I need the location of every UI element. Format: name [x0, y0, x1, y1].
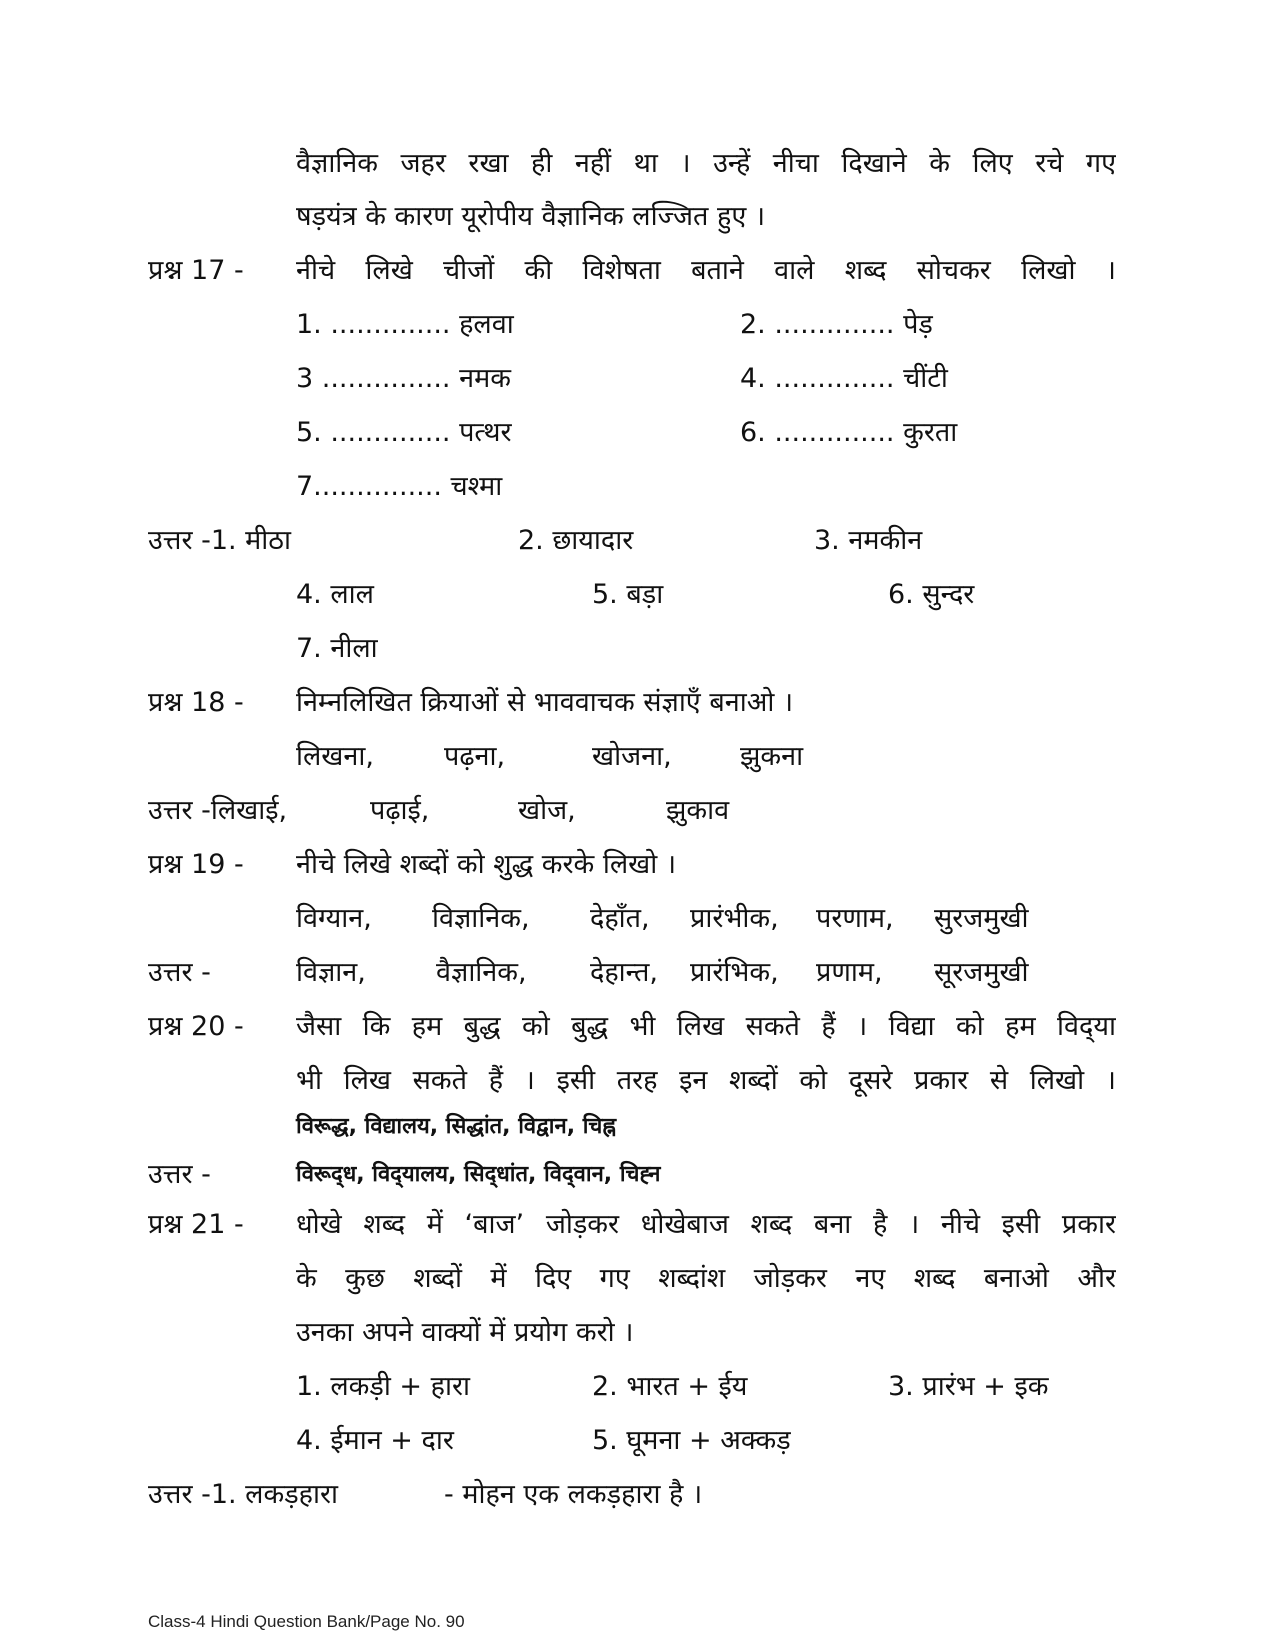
- question-21: [0, 1198, 1275, 1252]
- q17-items-row-3: 5. .............. पत्थर 6. .............. कुरता: [296, 417, 958, 448]
- q17-items-row-2: 3 ............... नमक 4. .............. चींटी: [296, 363, 948, 394]
- question-21-text-2: के कुछ शब्दों में दिए गए शब्दांश जोड़कर नए शब्द बनाओ और: [296, 1263, 1116, 1294]
- q19-answer: उत्तर - विज्ञान, वैज्ञानिक, देहान्त, प्रारंभिक, प्रणाम, सूरजमुखी: [0, 946, 1275, 1000]
- question-19: [0, 838, 1275, 892]
- question-18-text: निम्नलिखित क्रियाओं से भाववाचक संज्ञाएँ बनाओ ।: [296, 687, 794, 718]
- continuation-line-1: वैज्ञानिक जहर रखा ही नहीं था । उन्हें नीचा दिखाने के लिए रचे गए: [296, 148, 1116, 179]
- question-21-line-2: [0, 1252, 1275, 1306]
- question-20: [0, 1000, 1275, 1054]
- q18-answer: उत्तर -लिखाई, पढ़ाई, खोज, झुकाव: [0, 784, 1275, 838]
- question-21-label: प्रश्न 21 -: [148, 1209, 244, 1240]
- question-17-label: प्रश्न 17 -: [148, 255, 244, 286]
- q20-words: विरूद्ध, विद्यालय, सिद्धांत, विद्वान, चिह्न: [296, 1114, 617, 1139]
- q17-answer-row-3: 7. नीला: [296, 633, 378, 664]
- question-21-text-3: उनका अपने वाक्यों में प्रयोग करो ।: [296, 1317, 634, 1348]
- q17-answer-row-1: उत्तर -1. मीठा 2. छायादार 3. नमकीन: [0, 514, 1275, 568]
- q21-items-row-2: 4. ईमान + दार 5. घूमना + अक्कड़: [296, 1425, 791, 1456]
- answer-label: उत्तर -1. लकड़हारा: [148, 1479, 339, 1510]
- q18-words: लिखना, पढ़ना, खोजना, झुकना: [296, 741, 804, 772]
- question-21-line-3: [0, 1306, 1275, 1360]
- question-17: [0, 244, 1275, 298]
- question-20-text-2: भी लिख सकते हैं । इसी तरह इन शब्दों को दूसरे प्रकार से लिखो ।: [296, 1065, 1116, 1096]
- question-20-text-1: जैसा कि हम बुद्ध को बुद्ध भी लिख सकते हैं । विद्या को हम विद्‍या: [296, 1011, 1116, 1042]
- q17-items-row-4: 7............... चश्मा: [296, 471, 503, 502]
- q21-answer: उत्तर -1. लकड़हारा - मोहन एक लकड़हारा है ।: [0, 1468, 1275, 1522]
- question-19-label: प्रश्न 19 -: [148, 849, 244, 880]
- question-19-text: नीचे लिखे शब्दों को शुद्ध करके लिखो ।: [296, 849, 677, 880]
- question-20-line-2: [0, 1054, 1275, 1108]
- answer-label: उत्तर -1. मीठा: [148, 525, 291, 556]
- q17-answer-row-2: 4. लाल 5. बड़ा 6. सुन्दर: [296, 579, 975, 610]
- question-18: [0, 676, 1275, 730]
- q21-items-row-1: 1. लकड़ी + हारा 2. भारत + ईय 3. प्रारंभ + इक: [296, 1371, 1049, 1402]
- q20-answer-words: विरूद्‍ध, विद्‍यालय, सिद्‍धांत, विद्‍वान, चिह्‍न: [296, 1162, 661, 1187]
- question-21-text-1: धोखे शब्द में ‘बाज’ जोड़कर धोखेबाज शब्द बना है । नीचे इसी प्रकार: [296, 1209, 1116, 1240]
- question-17-text: नीचे लिखे चीजों की विशेषता बताने वाले शब्द सोचकर लिखो ।: [296, 255, 1116, 286]
- q19-words: विग्यान, विज्ञानिक, देहाँत, प्रारंभीक, परणाम, सुरजमुखी: [296, 903, 1029, 934]
- question-18-label: प्रश्न 18 -: [148, 687, 244, 718]
- answer-label: उत्तर -लिखाई,: [148, 795, 288, 826]
- q17-items-row-1: 1. .............. हलवा 2. .............. पेड़: [296, 309, 933, 340]
- answer-label: उत्तर -: [148, 957, 211, 988]
- answer-label: उत्तर -: [148, 1159, 211, 1190]
- continuation-line-2: षड़यंत्र के कारण यूरोपीय वैज्ञानिक लज्जित हुए ।: [296, 201, 766, 232]
- page-footer: Class-4 Hindi Question Bank/Page No. 90: [148, 1612, 465, 1631]
- question-20-label: प्रश्न 20 -: [148, 1011, 244, 1042]
